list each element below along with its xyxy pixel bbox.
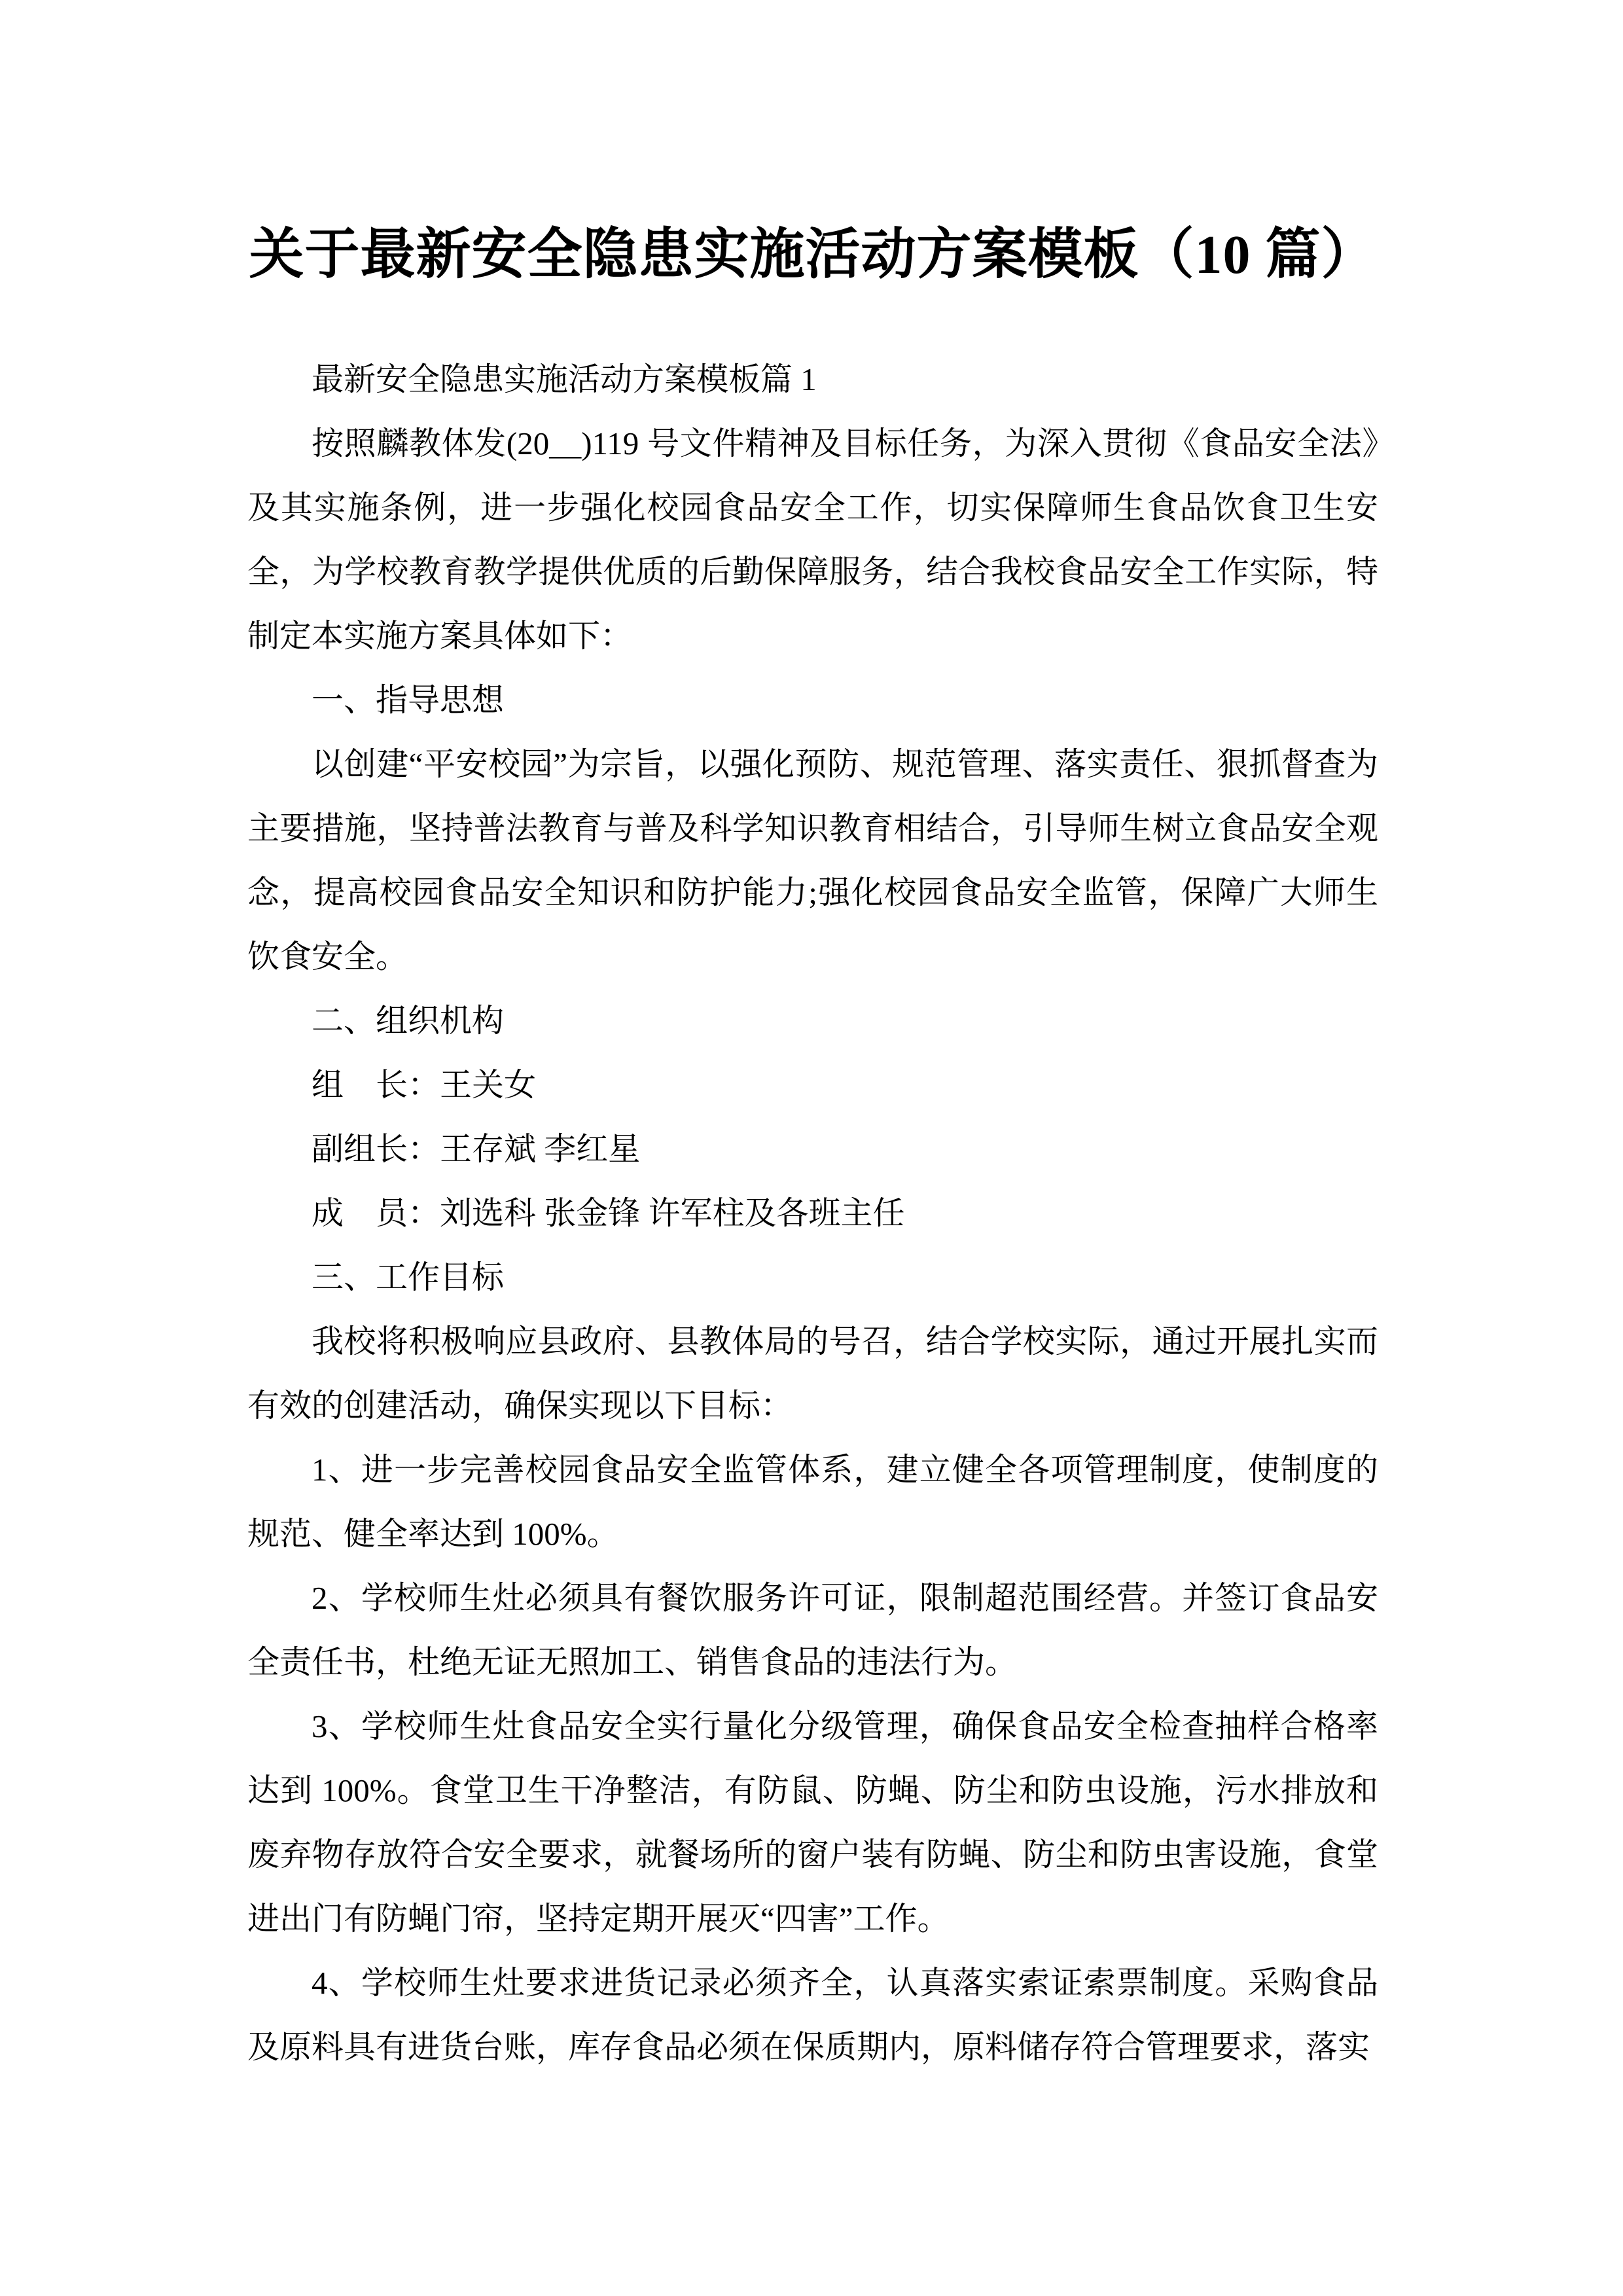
paragraph: 成 员：刘选科 张金锋 许军柱及各班主任 xyxy=(312,1195,905,1231)
paragraph: 三、工作目标 xyxy=(312,1259,505,1295)
paragraph: 3、学校师生灶食品安全实行量化分级管理，确保食品安全检查抽样合格率达到 100%。食堂卫生干净整洁，有防鼠、防蝇、防尘和防虫设施，污水排放和废弃物存放符合安全要求，就餐场所的窗户装有防蝇、防尘和防虫害设施，食堂进出门有防蝇门帘，坚持定期开展灭“四害”工作。 xyxy=(247,1708,1378,1937)
paragraph: 二、组织机构 xyxy=(312,1003,505,1039)
document-body xyxy=(247,348,1378,2079)
paragraph: 1、进一步完善校园食品安全监管体系，建立健全各项管理制度，使制度的规范、健全率达到 100%。 xyxy=(247,1452,1378,1552)
paragraph: 副组长：王存斌 李红星 xyxy=(312,1131,641,1167)
paragraph: 以创建“平安校园”为宗旨，以强化预防、规范管理、落实责任、狠抓督查为主要措施，坚持普法教育与普及科学知识教育相结合，引导师生树立食品安全观念，提高校园食品安全知识和防护能力;强化校园食品安全监管，保障广大师生饮食安全。 xyxy=(247,746,1378,975)
document-title: 关于最新安全隐患实施活动方案模板（10 篇） xyxy=(249,224,1377,285)
paragraph: 一、指导思想 xyxy=(312,682,505,718)
paragraph: 组 长：王关女 xyxy=(312,1067,537,1103)
paragraph: 按照麟教体发(20__)119 号文件精神及目标任务，为深入贯彻《食品安全法》及其实施条例，进一步强化校园食品安全工作，切实保障师生食品饮食卫生安全，为学校教育教学提供优质的后勤保障服务，结合我校食品安全工作实际，特制定本实施方案具体如下： xyxy=(247,425,1378,654)
paragraph: 我校将积极响应县政府、县教体局的号召，结合学校实际，通过开展扎实而有效的创建活动，确保实现以下目标： xyxy=(247,1323,1378,1424)
paragraph: 2、学校师生灶必须具有餐饮服务许可证，限制超范围经营。并签订食品安全责任书，杜绝无证无照加工、销售食品的违法行为。 xyxy=(247,1580,1378,1680)
paragraph: 4、学校师生灶要求进货记录必须齐全，认真落实索证索票制度。采购食品及原料具有进货台账，库存食品必须在保质期内，原料储存符合管理要求，落实 xyxy=(247,1965,1378,2065)
paragraph: 最新安全隐患实施活动方案模板篇 1 xyxy=(312,361,817,397)
